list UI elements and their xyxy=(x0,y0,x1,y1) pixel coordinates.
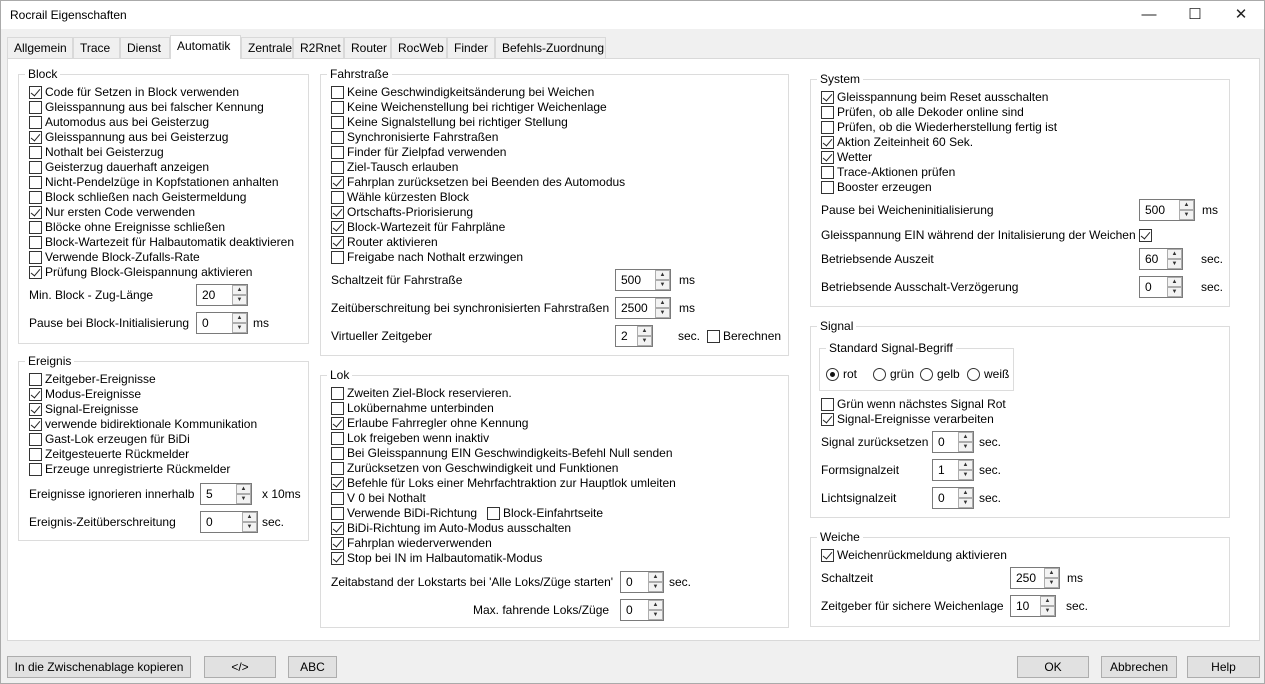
checkbox-box[interactable] xyxy=(331,116,344,129)
up-arrow-icon[interactable]: ▲ xyxy=(232,285,247,295)
radio-rot[interactable]: rot xyxy=(826,367,857,382)
tab-router[interactable]: Router xyxy=(344,37,391,58)
checkbox-box[interactable] xyxy=(29,86,42,99)
block-init-pause-label: Pause bei Block-Initialisierung xyxy=(29,316,190,330)
block-init-pause-stepper[interactable]: 0 ▲ ▼ xyxy=(196,312,248,334)
unit-label: sec. xyxy=(678,329,701,343)
checkbox-box[interactable] xyxy=(29,236,42,249)
max-running-locos-label: Max. fahrende Loks/Züge xyxy=(473,603,610,617)
down-arrow-icon[interactable]: ▼ xyxy=(637,336,652,346)
switch-init-pause-label: Pause bei Weicheninitialisierung xyxy=(821,203,994,217)
block-checkbox-0[interactable]: Code für Setzen in Block verwenden xyxy=(29,85,239,100)
event-timeout-stepper[interactable]: 0 ▲ ▼ xyxy=(200,511,258,533)
down-arrow-icon[interactable]: ▼ xyxy=(655,280,670,290)
radio-dot[interactable] xyxy=(967,368,980,381)
down-arrow-icon[interactable]: ▼ xyxy=(242,522,257,532)
radio-dot[interactable] xyxy=(873,368,886,381)
ereignis-checkbox-1[interactable]: Modus-Ereignisse xyxy=(29,387,141,402)
down-arrow-icon[interactable]: ▼ xyxy=(655,308,670,318)
signal-reset-stepper[interactable]: 0 ▲ ▼ xyxy=(932,431,974,453)
checkbox-box[interactable] xyxy=(29,433,42,446)
checkbox-box[interactable] xyxy=(331,146,344,159)
checkbox-box[interactable] xyxy=(331,492,344,505)
system-checkbox-3[interactable]: Aktion Zeiteinheit 60 Sek. xyxy=(821,135,973,150)
down-arrow-icon[interactable]: ▼ xyxy=(1167,259,1182,269)
tab-trace[interactable]: Trace xyxy=(73,37,120,58)
checkbox-box[interactable] xyxy=(29,266,42,279)
block-checkbox-2[interactable]: Automodus aus bei Geisterzug xyxy=(29,115,209,130)
block-checkbox-8[interactable]: Nur ersten Code verwenden xyxy=(29,205,195,220)
checkbox-box[interactable] xyxy=(331,432,344,445)
checkbox-box[interactable] xyxy=(29,116,42,129)
checkbox-box[interactable] xyxy=(707,330,720,343)
lok-checkbox-4[interactable]: Bei Gleisspannung EIN Geschwindigkeits-Befehl Null senden xyxy=(331,446,673,461)
fahrstrasse-checkbox-4[interactable]: Finder für Zielpfad verwenden xyxy=(331,145,506,160)
unit-label: sec. xyxy=(262,515,285,529)
up-arrow-icon[interactable]: ▲ xyxy=(1040,596,1055,606)
checkbox-box[interactable] xyxy=(821,181,834,194)
standard-signal-title: Standard Signal-Begriff xyxy=(826,341,956,355)
route-switch-time-label: Schaltzeit für Fahrstraße xyxy=(331,273,463,287)
checkbox-box[interactable] xyxy=(331,387,344,400)
tab-dienst[interactable]: Dienst xyxy=(120,37,170,58)
checkbox-box[interactable] xyxy=(331,191,344,204)
block-checkbox-9[interactable]: Blöcke ohne Ereignisse schließen xyxy=(29,220,225,235)
checkbox-box[interactable] xyxy=(1139,229,1152,242)
up-arrow-icon[interactable]: ▲ xyxy=(236,484,251,494)
light-signal-time-label: Lichtsignalzeit xyxy=(821,491,897,505)
checkbox-box[interactable] xyxy=(487,507,500,520)
tab-r2rnet[interactable]: R2Rnet xyxy=(293,37,344,58)
fahrstrasse-checkbox-3[interactable]: Synchronisierte Fahrstraßen xyxy=(331,130,498,145)
tab-rocweb[interactable]: RocWeb xyxy=(391,37,447,58)
up-arrow-icon[interactable]: ▲ xyxy=(1167,249,1182,259)
checkbox-box[interactable] xyxy=(821,121,834,134)
switch-time-stepper[interactable]: 250 ▲ ▼ xyxy=(1010,567,1060,589)
checkbox-box[interactable] xyxy=(331,462,344,475)
lok-checkbox-0[interactable]: Zweiten Ziel-Block reservieren. xyxy=(331,386,512,401)
lok-checkbox-11[interactable]: Stop bei IN im Halbautomatik-Modus xyxy=(331,551,542,566)
window-title: Rocrail Eigenschaften xyxy=(10,8,127,22)
lok-checkbox-1[interactable]: Lokübernahme unterbinden xyxy=(331,401,494,416)
fahrstrasse-checkbox-7[interactable]: Wähle kürzesten Block xyxy=(331,190,469,205)
checkbox-box[interactable] xyxy=(821,106,834,119)
block-checkbox-11[interactable]: Verwende Block-Zufalls-Rate xyxy=(29,250,200,265)
down-arrow-icon[interactable]: ▼ xyxy=(958,442,973,452)
block-checkbox-3[interactable]: Gleisspannung aus bei Geisterzug xyxy=(29,130,228,145)
switch-init-pause-stepper[interactable]: 500 ▲ ▼ xyxy=(1139,199,1195,221)
checkbox-box[interactable] xyxy=(331,101,344,114)
fahrstrasse-group xyxy=(320,67,789,356)
max-running-locos-stepper[interactable]: 0 ▲ ▼ xyxy=(620,599,664,621)
ignore-events-label: Ereignisse ignorieren innerhalb xyxy=(29,487,195,501)
down-arrow-icon[interactable]: ▼ xyxy=(958,498,973,508)
fahrstrasse-checkbox-11[interactable]: Freigabe nach Nothalt erzwingen xyxy=(331,250,523,265)
system-checkbox-5[interactable]: Trace-Aktionen prüfen xyxy=(821,165,955,180)
tab-allgemein[interactable]: Allgemein xyxy=(7,37,73,58)
form-signal-time-stepper[interactable]: 1 ▲ ▼ xyxy=(932,459,974,481)
checkbox-box[interactable] xyxy=(331,251,344,264)
abc-button[interactable]: ABC xyxy=(288,656,337,678)
block-checkbox-4[interactable]: Nothalt bei Geisterzug xyxy=(29,145,164,160)
checkbox-box[interactable] xyxy=(331,522,344,535)
checkbox-box[interactable] xyxy=(331,477,344,490)
down-arrow-icon[interactable]: ▼ xyxy=(236,494,251,504)
checkbox-box[interactable] xyxy=(331,206,344,219)
maximize-icon[interactable]: ☐ xyxy=(1188,6,1202,23)
ereignis-group xyxy=(18,354,309,541)
unit-label: sec. xyxy=(979,491,1002,505)
block-group xyxy=(18,67,309,344)
down-arrow-icon[interactable]: ▼ xyxy=(1044,578,1059,588)
fahrstrasse-checkbox-2[interactable]: Keine Signalstellung bei richtiger Stellung xyxy=(331,115,568,130)
block-checkbox-6[interactable]: Nicht-Pendelzüge in Kopfstationen anhalten xyxy=(29,175,279,190)
sync-route-timeout-label: Zeitüberschreitung bei synchronisierten Fahrstraßen xyxy=(331,301,610,315)
loco-start-interval-stepper[interactable]: 0 ▲ ▼ xyxy=(620,571,664,593)
unit-label: ms xyxy=(679,273,695,287)
close-icon[interactable]: ✕ xyxy=(1234,6,1248,23)
checkbox-box[interactable] xyxy=(29,101,42,114)
fahrstrasse-checkbox-5[interactable]: Ziel-Tausch erlauben xyxy=(331,160,458,175)
unit-label: sec. xyxy=(979,463,1002,477)
tab-befehls-zuordnung[interactable]: Befehls-Zuordnung xyxy=(495,37,606,58)
checkbox-box[interactable] xyxy=(29,373,42,386)
switch-time-label: Schaltzeit xyxy=(821,571,874,585)
fahrstrasse-checkbox-9[interactable]: Block-Wartezeit für Fahrpläne xyxy=(331,220,505,235)
up-arrow-icon[interactable]: ▲ xyxy=(1179,200,1194,210)
system-checkbox-1[interactable]: Prüfen, ob alle Dekoder online sind xyxy=(821,105,1024,120)
block-group-title: Block xyxy=(25,67,60,81)
checkbox-box[interactable] xyxy=(331,447,344,460)
min-block-length-label: Min. Block - Zug-Länge xyxy=(29,288,154,302)
block-checkbox-10[interactable]: Block-Wartezeit für Halbautomatik deaktivieren xyxy=(29,235,294,250)
lok-checkbox-9[interactable]: BiDi-Richtung im Auto-Modus ausschalten xyxy=(331,521,571,536)
block-entry-side-checkbox[interactable]: Block-Einfahrtseite xyxy=(487,506,603,521)
tab-automatik[interactable]: Automatik xyxy=(170,35,241,59)
signal-reset-label: Signal zurücksetzen xyxy=(821,435,929,449)
power-during-switch-init-label: Gleisspannung EIN während der Initalisierung der Weichen xyxy=(821,228,1136,242)
block-checkbox-5[interactable]: Geisterzug dauerhaft anzeigen xyxy=(29,160,209,175)
radio-gelb[interactable]: gelb xyxy=(920,367,960,382)
checkbox-box[interactable] xyxy=(331,402,344,415)
tab-zentrale[interactable]: Zentrale xyxy=(241,37,293,58)
checkbox-box[interactable] xyxy=(331,507,344,520)
form-signal-time-label: Formsignalzeit xyxy=(821,463,900,477)
ereignis-checkbox-5[interactable]: Zeitgesteuerte Rückmelder xyxy=(29,447,189,462)
checkbox-box[interactable] xyxy=(29,221,42,234)
checkbox-box[interactable] xyxy=(331,221,344,234)
standard-signal-group xyxy=(819,341,1014,391)
checkbox-box[interactable] xyxy=(821,549,834,562)
unit-label: sec. xyxy=(1201,252,1224,266)
lok-checkbox-10[interactable]: Fahrplan wiederverwenden xyxy=(331,536,492,551)
loco-start-interval-label: Zeitabstand der Lokstarts bei 'Alle Loks/Züge starten' xyxy=(331,575,614,589)
power-during-switch-init-checkbox[interactable] xyxy=(1139,228,1155,243)
down-arrow-icon[interactable]: ▼ xyxy=(958,470,973,480)
ignore-events-stepper[interactable]: 5 ▲ ▼ xyxy=(200,483,252,505)
fahrstrasse-checkbox-1[interactable]: Keine Weichenstellung bei richtiger Weichenlage xyxy=(331,100,607,115)
lok-group-title: Lok xyxy=(327,368,352,382)
unit-label: sec. xyxy=(669,575,692,589)
fahrstrasse-checkbox-8[interactable]: Ortschafts-Priorisierung xyxy=(331,205,473,220)
ereignis-checkbox-0[interactable]: Zeitgeber-Ereignisse xyxy=(29,372,156,387)
shutdown-delay-label: Betriebsende Ausschalt-Verzögerung xyxy=(821,280,1019,294)
minimize-icon[interactable]: — xyxy=(1141,6,1157,23)
checkbox-box[interactable] xyxy=(29,131,42,144)
checkbox-box[interactable] xyxy=(29,176,42,189)
up-arrow-icon[interactable]: ▲ xyxy=(637,326,652,336)
unit-label: ms xyxy=(253,316,269,330)
calculate-checkbox[interactable]: Berechnen xyxy=(707,329,781,344)
weiche-group xyxy=(810,530,1230,627)
signal-group xyxy=(810,319,1230,518)
down-arrow-icon[interactable]: ▼ xyxy=(232,295,247,305)
radio-dot[interactable] xyxy=(920,368,933,381)
weiche-group-title: Weiche xyxy=(817,530,863,544)
ok-button[interactable]: OK xyxy=(1017,656,1089,678)
green-if-next-red-checkbox[interactable]: Grün wenn nächstes Signal Rot xyxy=(821,397,1006,412)
shutdown-delay-stepper[interactable]: 0 ▲ ▼ xyxy=(1139,276,1183,298)
checkbox-box[interactable] xyxy=(821,136,834,149)
lok-checkbox-2[interactable]: Erlaube Fahrregler ohne Kennung xyxy=(331,416,528,431)
up-arrow-icon[interactable]: ▲ xyxy=(242,512,257,522)
switch-feedback-checkbox[interactable]: Weichenrückmeldung aktivieren xyxy=(821,548,1007,563)
system-checkbox-0[interactable]: Gleisspannung beim Reset ausschalten xyxy=(821,90,1048,105)
fahrstrasse-group-title: Fahrstraße xyxy=(327,67,392,81)
system-group-title: System xyxy=(817,72,863,86)
title-bar xyxy=(1,1,1264,29)
ereignis-group-title: Ereignis xyxy=(25,354,74,368)
virtual-timer-stepper[interactable]: 2 ▲ ▼ xyxy=(615,325,653,347)
cancel-button[interactable]: Abbrechen xyxy=(1101,656,1177,678)
safe-switch-timer-stepper[interactable]: 10 ▲ ▼ xyxy=(1010,595,1056,617)
checkbox-box[interactable] xyxy=(331,176,344,189)
ereignis-checkbox-2[interactable]: Signal-Ereignisse xyxy=(29,402,138,417)
checkbox-box[interactable] xyxy=(821,413,834,426)
checkbox-box[interactable] xyxy=(331,417,344,430)
shutdown-timeout-label: Betriebsende Auszeit xyxy=(821,252,934,266)
checkbox-box[interactable] xyxy=(331,161,344,174)
block-checkbox-1[interactable]: Gleisspannung aus bei falscher Kennung xyxy=(29,100,264,115)
up-arrow-icon[interactable]: ▲ xyxy=(1044,568,1059,578)
safe-switch-timer-label: Zeitgeber für sichere Weichenlage xyxy=(821,599,1004,613)
min-block-length-stepper[interactable]: 20 ▲ ▼ xyxy=(196,284,248,306)
down-arrow-icon[interactable]: ▼ xyxy=(1040,606,1055,616)
unit-label: sec. xyxy=(1201,280,1224,294)
unit-label: ms xyxy=(1202,203,1218,217)
checkbox-box[interactable] xyxy=(29,403,42,416)
signal-events-checkbox[interactable]: Signal-Ereignisse verarbeiten xyxy=(821,412,994,427)
radio-gruen[interactable]: grün xyxy=(873,367,914,382)
checkbox-box[interactable] xyxy=(331,86,344,99)
checkbox-box[interactable] xyxy=(821,398,834,411)
copy-to-clipboard-button[interactable]: In die Zwischenablage kopieren xyxy=(7,656,191,678)
checkbox-box[interactable] xyxy=(29,388,42,401)
help-button[interactable]: Help xyxy=(1187,656,1260,678)
virtual-timer-label: Virtueller Zeitgeber xyxy=(331,329,433,343)
up-arrow-icon[interactable]: ▲ xyxy=(648,600,663,610)
up-arrow-icon[interactable]: ▲ xyxy=(655,270,670,280)
lok-checkbox-7[interactable]: V 0 bei Nothalt xyxy=(331,491,426,506)
radio-weiss[interactable]: weiß xyxy=(967,367,1009,382)
ereignis-checkbox-4[interactable]: Gast-Lok erzeugen für BiDi xyxy=(29,432,190,447)
checkbox-box[interactable] xyxy=(821,151,834,164)
up-arrow-icon[interactable]: ▲ xyxy=(232,313,247,323)
checkbox-box[interactable] xyxy=(29,161,42,174)
tab-finder[interactable]: Finder xyxy=(447,37,495,58)
lok-group xyxy=(320,368,789,628)
up-arrow-icon[interactable]: ▲ xyxy=(655,298,670,308)
down-arrow-icon[interactable]: ▼ xyxy=(1179,210,1194,220)
checkbox-box[interactable] xyxy=(29,146,42,159)
sync-route-timeout-stepper[interactable]: 2500 ▲ ▼ xyxy=(615,297,671,319)
code-button[interactable]: </> xyxy=(204,656,276,678)
up-arrow-icon[interactable]: ▲ xyxy=(648,572,663,582)
lok-checkbox-6[interactable]: Befehle für Loks einer Mehrfachtraktion zur Hauptlok umleiten xyxy=(331,476,676,491)
down-arrow-icon[interactable]: ▼ xyxy=(648,582,663,592)
checkbox-box[interactable] xyxy=(821,166,834,179)
ereignis-checkbox-6[interactable]: Erzeuge unregistrierte Rückmelder xyxy=(29,462,230,477)
checkbox-box[interactable] xyxy=(29,448,42,461)
down-arrow-icon[interactable]: ▼ xyxy=(232,323,247,333)
lok-checkbox-5[interactable]: Zurücksetzen von Geschwindigkeit und Funktionen xyxy=(331,461,618,476)
unit-label: sec. xyxy=(1066,599,1089,613)
lok-checkbox-8[interactable]: Verwende BiDi-Richtung xyxy=(331,506,477,521)
checkbox-box[interactable] xyxy=(331,236,344,249)
up-arrow-icon[interactable]: ▲ xyxy=(958,460,973,470)
route-switch-time-stepper[interactable]: 500 ▲ ▼ xyxy=(615,269,671,291)
checkbox-box[interactable] xyxy=(29,206,42,219)
radio-dot[interactable] xyxy=(826,368,839,381)
checkbox-box[interactable] xyxy=(29,418,42,431)
light-signal-time-stepper[interactable]: 0 ▲ ▼ xyxy=(932,487,974,509)
checkbox-box[interactable] xyxy=(29,463,42,476)
lok-checkbox-3[interactable]: Lok freigeben wenn inaktiv xyxy=(331,431,489,446)
checkbox-box[interactable] xyxy=(29,191,42,204)
signal-group-title: Signal xyxy=(817,319,856,333)
system-checkbox-6[interactable]: Booster erzeugen xyxy=(821,180,932,195)
checkbox-box[interactable] xyxy=(821,91,834,104)
up-arrow-icon[interactable]: ▲ xyxy=(958,488,973,498)
system-checkbox-4[interactable]: Wetter xyxy=(821,150,872,165)
fahrstrasse-checkbox-10[interactable]: Router aktivieren xyxy=(331,235,438,250)
unit-label: x 10ms xyxy=(262,487,301,501)
down-arrow-icon[interactable]: ▼ xyxy=(648,610,663,620)
block-checkbox-7[interactable]: Block schließen nach Geistermeldung xyxy=(29,190,246,205)
system-checkbox-2[interactable]: Prüfen, ob die Wiederherstellung fertig ist xyxy=(821,120,1057,135)
up-arrow-icon[interactable]: ▲ xyxy=(958,432,973,442)
fahrstrasse-checkbox-0[interactable]: Keine Geschwindigkeitsänderung bei Weichen xyxy=(331,85,594,100)
ereignis-checkbox-3[interactable]: verwende bidirektionale Kommunikation xyxy=(29,417,257,432)
system-group xyxy=(810,72,1230,307)
checkbox-box[interactable] xyxy=(29,251,42,264)
checkbox-box[interactable] xyxy=(331,552,344,565)
unit-label: ms xyxy=(1067,571,1083,585)
checkbox-box[interactable] xyxy=(331,537,344,550)
shutdown-timeout-stepper[interactable]: 60 ▲ ▼ xyxy=(1139,248,1183,270)
down-arrow-icon[interactable]: ▼ xyxy=(1167,287,1182,297)
event-timeout-label: Ereignis-Zeitüberschreitung xyxy=(29,515,176,529)
automatik-panel xyxy=(7,58,1260,641)
up-arrow-icon[interactable]: ▲ xyxy=(1167,277,1182,287)
unit-label: ms xyxy=(679,301,695,315)
unit-label: sec. xyxy=(979,435,1002,449)
fahrstrasse-checkbox-6[interactable]: Fahrplan zurücksetzen bei Beenden des Automodus xyxy=(331,175,625,190)
block-checkbox-12[interactable]: Prüfung Block-Gleispannung aktivieren xyxy=(29,265,252,280)
checkbox-box[interactable] xyxy=(331,131,344,144)
